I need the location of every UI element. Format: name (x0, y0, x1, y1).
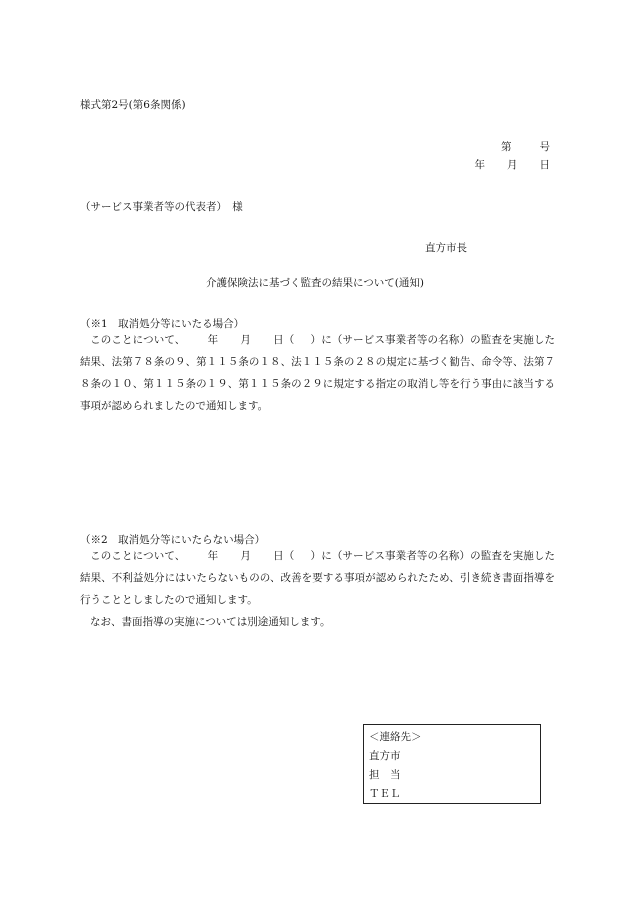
section1-start: このことについて、 (90, 334, 186, 346)
section2-note: なお、書面指導の実施については別途通知します。 (90, 616, 331, 628)
sender: 直方市長 (425, 242, 467, 254)
section2-year: 年 (207, 550, 219, 562)
section1-month: 月 (240, 334, 251, 346)
date-month: 月 (507, 159, 518, 171)
section1-body (80, 329, 555, 417)
number-prefix: 第 (501, 141, 512, 153)
number-suffix: 号 (539, 141, 550, 153)
section1-rest: に（サービス事業者等の名称）の監査を実施した結果、法第７８条の９、第１１５条の１８、法１１５条の２８の規定に基づく勧告、命令等、法第７８条の１０、第１１５条の１９、第１１５条の２９に規定する指定の取消し等を行う事由に該当する事項が認められましたので通知します。 (80, 334, 556, 412)
date-day: 日 (539, 159, 550, 171)
section1-day: 日（ (273, 334, 295, 346)
document-title: 介護保険法に基づく監査の結果について(通知) (206, 277, 424, 289)
contact-tel: ＴＥＬ (369, 788, 401, 800)
form-label: 様式第2号(第6条関係) (80, 99, 186, 111)
section2-body (80, 545, 555, 633)
section1-year: 年 (207, 334, 219, 346)
section2-month: 月 (240, 550, 251, 562)
section1-heading: （※1 取消処分等にいたる場合） (80, 318, 245, 330)
section2-heading: （※2 取消処分等にいたらない場合） (80, 534, 266, 546)
contact-heading: ＜連絡先＞ (369, 731, 422, 743)
recipient: （サービス事業者等の代表者） 様 (80, 201, 243, 213)
date-year: 年 (474, 159, 485, 171)
contact-box (363, 724, 541, 804)
contact-person: 担 当 (369, 769, 401, 781)
document-number (501, 139, 550, 154)
section2-rest: に（サービス事業者等の名称）の監査を実施した結果、不利益処分にはいたらないものの、改善を要する事項が認められたため、引き続き書面指導を行うこととしましたので通知します。 (80, 550, 556, 606)
section1-close: ） (310, 334, 322, 346)
section2-close: ） (310, 550, 322, 562)
section2-start: このことについて、 (90, 550, 186, 562)
section2-day: 日（ (273, 550, 295, 562)
contact-office: 直方市 (369, 750, 401, 762)
document-date (475, 157, 551, 172)
